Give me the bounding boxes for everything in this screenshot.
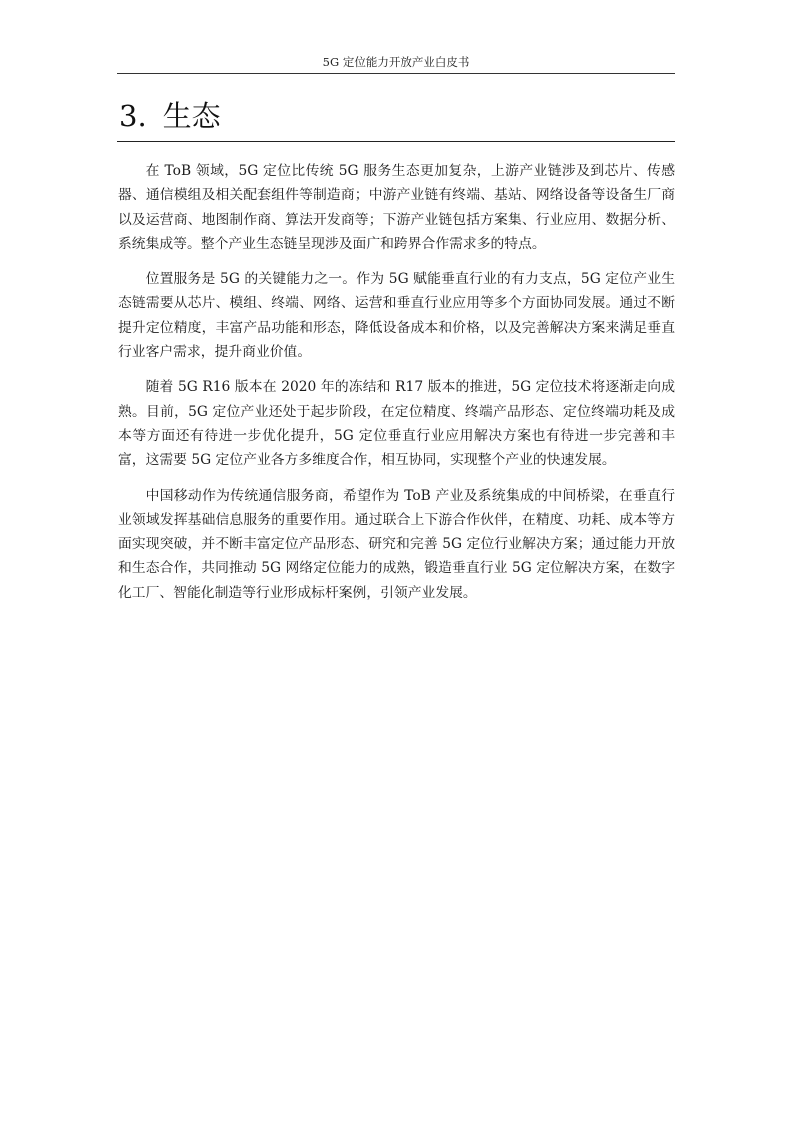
paragraph-location-service: 位置服务是 5G 的关键能力之一。作为 5G 赋能垂直行业的有力支点，5G 定位产业生态链需要从芯片、模组、终端、网络、运营和垂直行业应用等多个方面协同发展。通过不断提升定位精度，丰富产品功能和形态，降低设备成本和价格，以及完善解决方案来满足垂直行业客户需求，提升商业价值。 — [118, 271, 675, 361]
paragraph-china-mobile-role: 中国移动作为传统通信服务商，希望作为 ToB 产业及系统集成的中间桥梁，在垂直行业领域发挥基础信息服务的重要作用。通过联合上下游合作伙伴，在精度、功耗、成本等方面实现突破，并不断丰富定位产品形态、研究和完善 5G 定位行业解决方案；通过能力开放和生态合作，共同推动 5G 网络定位能力的成熟，锻造垂直行业 5G 定位解决方案，在数字化工厂、智能化制造等行业形成标杆案例，引领产业发展。 — [118, 487, 675, 601]
body-text — [118, 159, 675, 616]
heading-divider — [117, 141, 675, 142]
section-number: 3. — [119, 99, 147, 133]
header-divider — [117, 73, 675, 74]
section-heading — [119, 96, 221, 136]
paragraph-ecosystem-overview: 在 ToB 领域，5G 定位比传统 5G 服务生态更加复杂，上游产业链涉及到芯片、传感器、通信模组及相关配套组件等制造商；中游产业链有终端、基站、网络设备等设备生厂商以及运营商、地图制作商、算法开发商等；下游产业链包括方案集、行业应用、数据分析、系统集成等。整个产业生态链呈现涉及面广和跨界合作需求多的特点。 — [118, 163, 675, 252]
paragraph-r16-r17-maturity: 随着 5G R16 版本在 2020 年的冻结和 R17 版本的推进，5G 定位技术将逐渐走向成熟。目前，5G 定位产业还处于起步阶段，在定位精度、终端产品形态、定位终端功耗及成本等方面还有待进一步优化提升，5G 定位垂直行业应用解决方案也有待进一步完善和丰富，这需要 5G 定位产业各方多维度合作，相互协同，实现整个产业的快速发展。 — [118, 379, 675, 469]
section-title-text: 生态 — [162, 99, 221, 133]
running-header: 5G 定位能力开放产业白皮书 — [322, 55, 470, 69]
